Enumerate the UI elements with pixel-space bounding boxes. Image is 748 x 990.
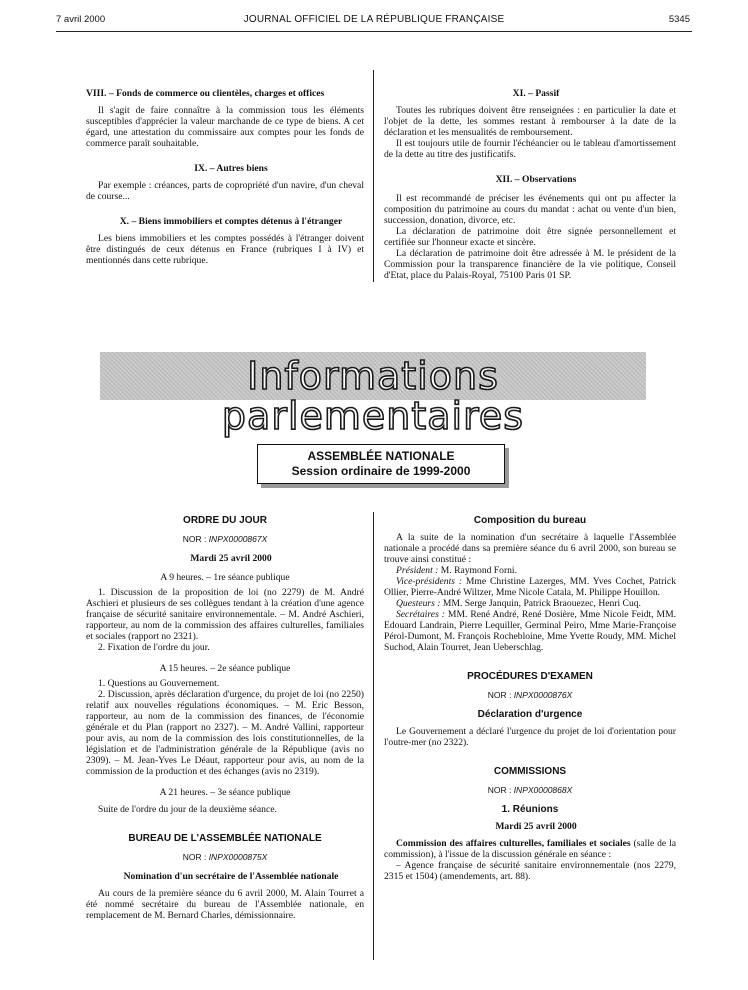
vice-presidents-label: Vice-présidents :	[396, 576, 463, 587]
secretaires-label: Secrétaires :	[396, 609, 445, 620]
seance-3-item: Suite de l'ordre du jour de la deuxième séance.	[98, 804, 277, 815]
commission-name: Commission des affaires culturelles, familiales et sociales	[396, 838, 631, 849]
procedures-nor	[384, 690, 676, 701]
nor-label: NOR :	[182, 852, 209, 862]
section-12-para-3: La déclaration de patrimoine doit être adressée à M. le président de la Commission pour la transparence financière de la vie politique, Conseil d'Etat, place du Palais-Royal, 75100 Paris 01 SP.	[384, 248, 676, 281]
reunions-title: 1. Réunions	[501, 804, 559, 815]
seance-2-heading: A 15 heures. – 2e séance publique	[159, 663, 291, 674]
commissions-nor	[384, 785, 676, 796]
questeurs-label: Questeurs :	[396, 598, 441, 609]
composition-title: Composition du bureau	[473, 515, 587, 526]
lower-left-column	[86, 515, 364, 921]
seance-1-heading: A 9 heures. – 1re séance publique	[160, 572, 290, 583]
nor-code: INPX0000876X	[513, 690, 573, 700]
secretaires-line	[384, 609, 676, 653]
commission-details: (salle de la commission), à l'issue de la discussion générale en séance :	[384, 838, 676, 860]
top-left-column	[86, 88, 364, 266]
seance-1-item-2: 2. Fixation de l'ordre du jour.	[98, 642, 210, 653]
secretaires-names: MM. René André, René Dosière, Mme Nicole Feidt, MM. Edouard Landrain, Pierre Lequiller, Germinal Peiro, Mme Marie-Françoise Pérol-Dumont, M. François Rochebloine, Mme Yvette Roudy, MM. Michel Suchod, Alain Tourret, Jean Ueberschlag.	[384, 609, 676, 653]
bureau-title: BUREAU DE L'ASSEMBLÉE NATIONALE	[128, 833, 322, 844]
top-column-divider	[373, 70, 374, 282]
section-11-title: XI. – Passif	[512, 88, 560, 99]
president-name: M. Raymond Forni.	[438, 565, 517, 576]
section-11-para-1: Toutes les rubriques doivent être renseignées : en particulier la date et l'objet de la dette, les sommes restant à rembourser à la date de la déclaration et les mensualités de remboursement.	[384, 105, 676, 138]
president-label: Président :	[396, 565, 439, 576]
nor-code: INPX0000867X	[208, 534, 268, 544]
nor-code: INPX0000875X	[208, 852, 268, 862]
banner-title: Informations parlementaires	[221, 354, 525, 438]
section-8-body: Il s'agit de faire connaître à la commission tous les éléments susceptibles d'apprécier la valeur marchande de ce type de biens. A cet égard, une attestation du commissaire aux comptes pour les fonds de commerce paraît souhaitable.	[86, 105, 364, 149]
section-8-title: VIII. – Fonds de commerce ou clientèles, charges et offices	[86, 88, 325, 99]
lower-column-divider	[373, 512, 374, 960]
section-10-body: Les biens immobiliers et les comptes possédés à l'étranger doivent être distingués de ceux détenus en France (rubriques I à IV) et mentionnés dans cette rubrique.	[86, 233, 364, 266]
section-12-para-2: La déclaration de patrimoine doit être signée personnellement et certifiée sur l'honneur exacte et sincère.	[384, 226, 676, 248]
informations-parlementaires-banner	[100, 352, 646, 438]
commissions-title: COMMISSIONS	[493, 766, 567, 777]
header-rule	[56, 31, 692, 32]
section-10-title: X. – Biens immobiliers et comptes détenus à l'étranger	[119, 216, 343, 227]
assembly-name: ASSEMBLÉE NATIONALE	[307, 449, 455, 463]
vice-presidents-names: Mme Christine Lazerges, MM. Yves Cochet, Patrick Ollier, Pierre-André Wiltzer, Mme Nicole Catala, M. Philippe Houillon.	[384, 576, 676, 598]
procedures-title: PROCÉDURES D'EXAMEN	[467, 671, 593, 682]
nomination-title: Nomination d'un secrétaire de l'Assemblée nationale	[123, 871, 339, 882]
seance-2-item-1: 1. Questions au Gouvernement.	[98, 678, 220, 689]
ordre-nor	[86, 534, 364, 545]
questeurs-names: MM. Serge Janquin, Patrick Braouezec, Henri Cuq.	[440, 598, 641, 609]
seance-1-item-1: 1. Discussion de la proposition de loi (no 2279) de M. André Aschieri et plusieurs de ses collègues tendant à la création d'une agence française de sécurité sanitaire environnementale. – M. André Aschieri, rapporteur, au nom de la commission des affaires culturelles, familiales et sociales (rapport no 2321).	[86, 587, 364, 642]
reunions-item: – Agence française de sécurité sanitaire environnementale (nos 2279, 2315 et 1504) (amendements, art. 88).	[384, 860, 676, 882]
section-12-para-1: Il est recommandé de préciser les événements qui ont pu affecter la composition du patrimoine au cours du mandat : achat ou vente d'un bien, succession, donation, divorce, etc.	[384, 193, 676, 226]
reunions-commission	[384, 838, 676, 860]
urgence-title: Déclaration d'urgence	[477, 709, 583, 720]
section-9-title: IX. – Autres biens	[194, 163, 268, 174]
urgence-body: Le Gouvernement a déclaré l'urgence du projet de loi d'orientation pour l'outre-mer (no 2322).	[384, 726, 676, 748]
section-12-title: XII. – Observations	[495, 174, 577, 185]
president-line	[384, 565, 676, 576]
assembly-box	[257, 444, 505, 484]
nor-code: INPX0000868X	[513, 785, 573, 795]
composition-intro: A la suite de la nomination d'un secrétaire à laquelle l'Assemblée nationale a procédé dans sa première séance du 6 avril 2000, son bureau se trouve ainsi constitué :	[384, 532, 676, 565]
reunions-date: Mardi 25 avril 2000	[495, 821, 577, 832]
ordre-date: Mardi 25 avril 2000	[190, 553, 272, 564]
nor-label: NOR :	[182, 534, 209, 544]
seance-2-item-2: 2. Discussion, après déclaration d'urgence, du projet de loi (no 2250) relatif aux nouvelles régulations économiques. – M. Eric Besson, rapporteur, au nom de la commission des finances, de l'économie générale et du Plan (rapport no 2327). – M. André Vallini, rapporteur pour avis, au nom de la commission des lois constitutionnelles, de la législation et de l'administration générale de la République (avis no 2309). – M. Jean-Yves Le Déaut, rapporteur pour avis, au nom de la commission de la production et des échanges (avis no 2319).	[86, 689, 364, 777]
ordre-du-jour-title: ORDRE DU JOUR	[183, 515, 267, 526]
questeurs-line	[384, 598, 676, 609]
header-date: 7 avril 2000	[56, 14, 106, 25]
page-number: 5345	[668, 14, 690, 25]
session-name: Session ordinaire de 1999-2000	[291, 464, 471, 478]
nor-label: NOR :	[487, 785, 514, 795]
section-11-para-2: Il est toujours utile de fournir l'échéancier ou le tableau d'amortissement de la dette au titre des justificatifs.	[384, 138, 676, 160]
section-9-body: Par exemple : créances, parts de copropriété d'un navire, d'un cheval de course...	[86, 180, 364, 202]
vice-presidents-line	[384, 576, 676, 598]
lower-right-column	[384, 515, 676, 882]
seance-3-heading: A 21 heures. – 3e séance publique	[159, 787, 291, 798]
journal-title: JOURNAL OFFICIEL DE LA RÉPUBLIQUE FRANÇAISE	[243, 14, 505, 25]
nomination-body: Au cours de la première séance du 6 avril 2000, M. Alain Tourret a été nommé secrétaire du bureau de l'Assemblée nationale, en remplacement de M. Bernard Charles, démissionnaire.	[86, 888, 364, 921]
bureau-nor	[86, 852, 364, 863]
top-right-column	[384, 88, 676, 281]
nor-label: NOR :	[487, 690, 514, 700]
